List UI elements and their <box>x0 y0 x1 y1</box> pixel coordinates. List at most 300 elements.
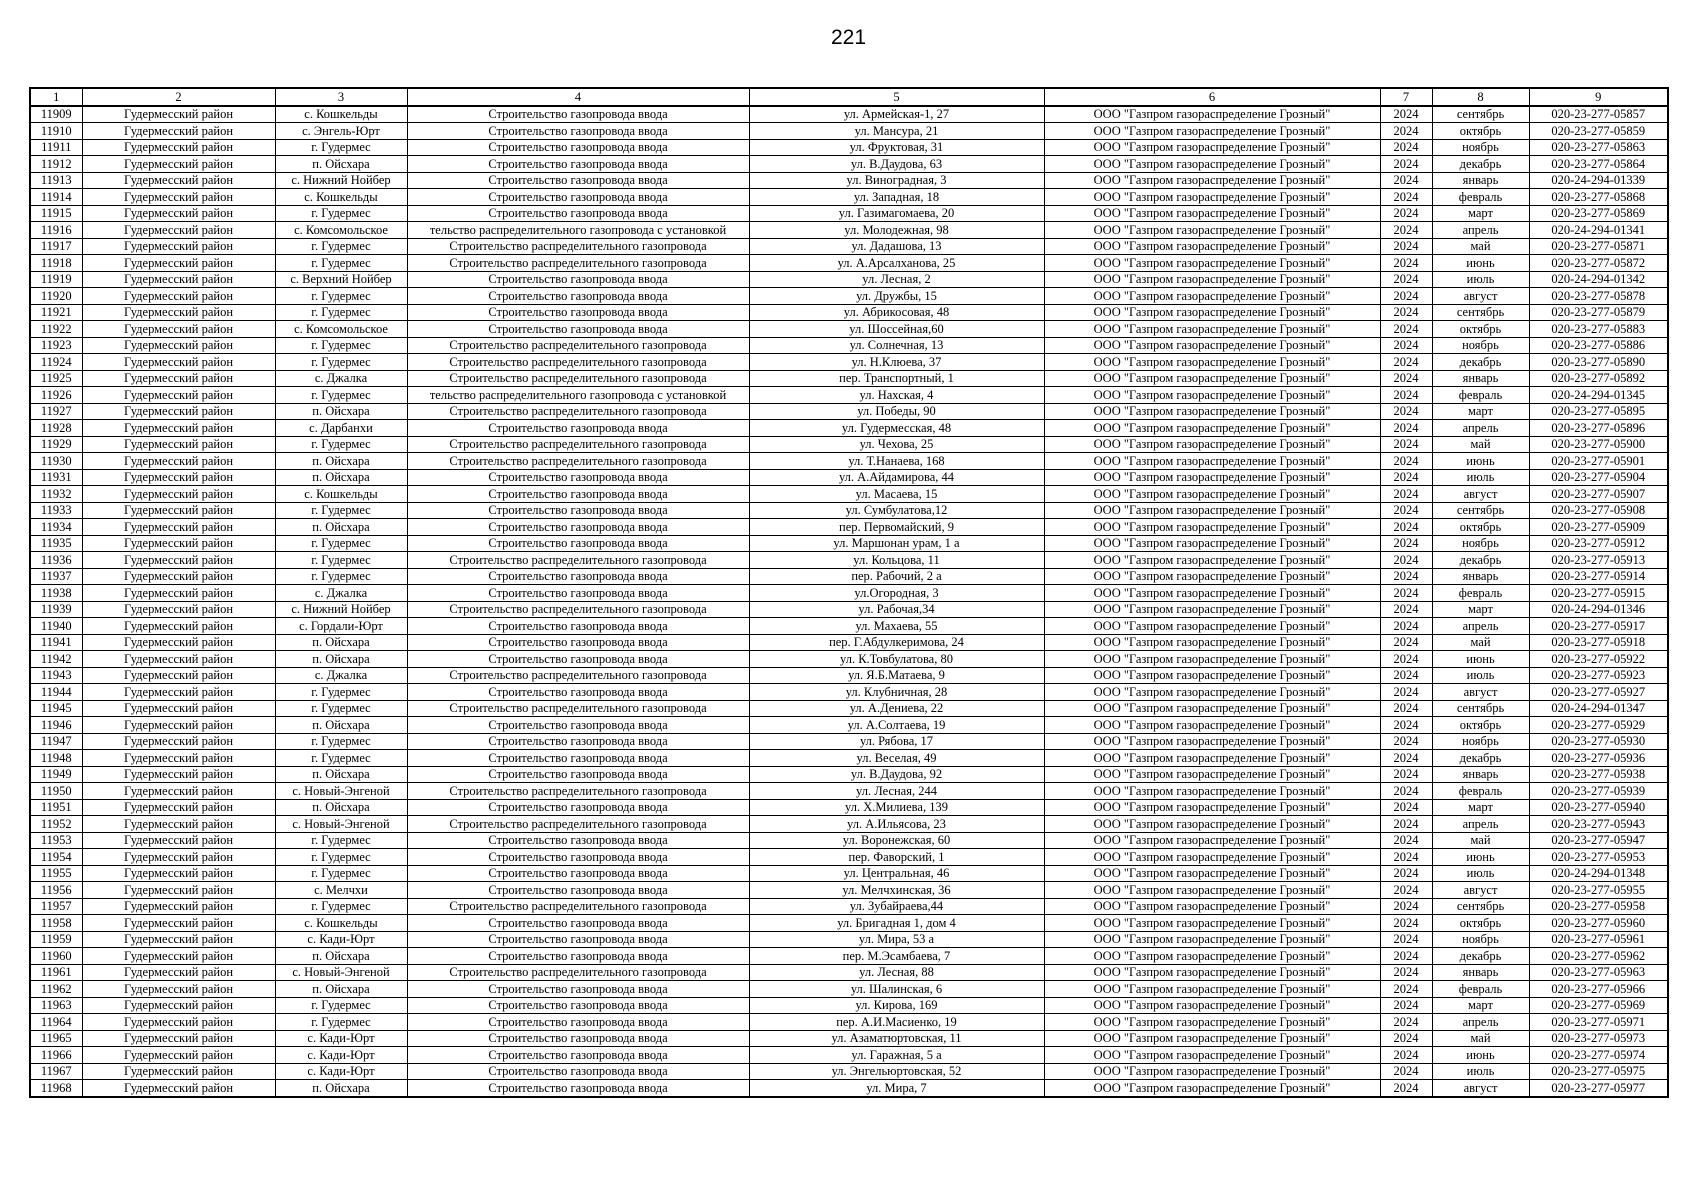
cell-organization: ООО "Газпром газораспределение Грозный" <box>1044 618 1380 635</box>
cell-organization: ООО "Газпром газораспределение Грозный" <box>1044 997 1380 1014</box>
table-row <box>30 1080 1668 1097</box>
cell-work-type: Строительство газопровода ввода <box>407 139 749 156</box>
cell-work-type: Строительство газопровода ввода <box>407 469 749 486</box>
cell-work-type: Строительство газопровода ввода <box>407 535 749 552</box>
cell-organization: ООО "Газпром газораспределение Грозный" <box>1044 238 1380 255</box>
cell-month: февраль <box>1432 585 1529 602</box>
cell-row-number: 11921 <box>30 304 82 321</box>
cell-work-type: Строительство газопровода ввода <box>407 1080 749 1097</box>
cell-address: ул. Бригадная 1, дом 4 <box>749 915 1044 932</box>
cell-settlement: с. Кошкельды <box>275 106 407 123</box>
cell-registration-number: 020-23-277-05940 <box>1529 799 1668 816</box>
cell-organization: ООО "Газпром газораспределение Грозный" <box>1044 255 1380 272</box>
table-row <box>30 585 1668 602</box>
cell-work-type: Строительство газопровода ввода <box>407 981 749 998</box>
cell-settlement: г. Гудермес <box>275 502 407 519</box>
cell-address: пер. А.И.Масиенко, 19 <box>749 1014 1044 1031</box>
cell-organization: ООО "Газпром газораспределение Грозный" <box>1044 750 1380 767</box>
cell-settlement: с. Новый-Энгеной <box>275 783 407 800</box>
cell-row-number: 11967 <box>30 1063 82 1080</box>
cell-settlement: с. Нижний Нойбер <box>275 601 407 618</box>
cell-district: Гудермесский район <box>82 651 275 668</box>
table-row <box>30 238 1668 255</box>
cell-district: Гудермесский район <box>82 865 275 882</box>
cell-year: 2024 <box>1380 568 1432 585</box>
cell-month: май <box>1432 832 1529 849</box>
cell-row-number: 11961 <box>30 964 82 981</box>
cell-work-type: Строительство газопровода ввода <box>407 156 749 173</box>
cell-registration-number: 020-23-277-05974 <box>1529 1047 1668 1064</box>
cell-organization: ООО "Газпром газораспределение Грозный" <box>1044 436 1380 453</box>
cell-settlement: г. Гудермес <box>275 337 407 354</box>
cell-year: 2024 <box>1380 189 1432 206</box>
cell-registration-number: 020-24-294-01347 <box>1529 700 1668 717</box>
cell-year: 2024 <box>1380 981 1432 998</box>
cell-address: ул. Лесная, 2 <box>749 271 1044 288</box>
cell-address: ул. Гаражная, 5 а <box>749 1047 1044 1064</box>
cell-registration-number: 020-23-277-05886 <box>1529 337 1668 354</box>
table-row <box>30 189 1668 206</box>
table-row <box>30 684 1668 701</box>
cell-address: ул. Шоссейная,60 <box>749 321 1044 338</box>
cell-district: Гудермесский район <box>82 684 275 701</box>
cell-registration-number: 020-23-277-05871 <box>1529 238 1668 255</box>
cell-registration-number: 020-23-277-05907 <box>1529 486 1668 503</box>
cell-year: 2024 <box>1380 733 1432 750</box>
cell-district: Гудермесский район <box>82 981 275 998</box>
cell-settlement: г. Гудермес <box>275 700 407 717</box>
cell-year: 2024 <box>1380 700 1432 717</box>
cell-organization: ООО "Газпром газораспределение Грозный" <box>1044 106 1380 123</box>
cell-month: февраль <box>1432 783 1529 800</box>
cell-row-number: 11920 <box>30 288 82 305</box>
cell-organization: ООО "Газпром газораспределение Грозный" <box>1044 486 1380 503</box>
cell-address: ул. Х.Милиева, 139 <box>749 799 1044 816</box>
cell-row-number: 11939 <box>30 601 82 618</box>
cell-registration-number: 020-23-277-05938 <box>1529 766 1668 783</box>
cell-row-number: 11915 <box>30 205 82 222</box>
cell-row-number: 11951 <box>30 799 82 816</box>
cell-district: Гудермесский район <box>82 849 275 866</box>
table-row <box>30 568 1668 585</box>
cell-organization: ООО "Газпром газораспределение Грозный" <box>1044 733 1380 750</box>
cell-organization: ООО "Газпром газораспределение Грозный" <box>1044 634 1380 651</box>
cell-year: 2024 <box>1380 486 1432 503</box>
cell-year: 2024 <box>1380 882 1432 899</box>
table-row <box>30 486 1668 503</box>
table-row <box>30 783 1668 800</box>
cell-organization: ООО "Газпром газораспределение Грозный" <box>1044 139 1380 156</box>
cell-settlement: г. Гудермес <box>275 288 407 305</box>
cell-registration-number: 020-23-277-05857 <box>1529 106 1668 123</box>
cell-district: Гудермесский район <box>82 585 275 602</box>
cell-work-type: Строительство газопровода ввода <box>407 849 749 866</box>
cell-work-type: Строительство распределительного газопровода <box>407 700 749 717</box>
cell-organization: ООО "Газпром газораспределение Грозный" <box>1044 189 1380 206</box>
cell-month: январь <box>1432 172 1529 189</box>
cell-address: ул. Мелчхинская, 36 <box>749 882 1044 899</box>
cell-row-number: 11919 <box>30 271 82 288</box>
cell-year: 2024 <box>1380 271 1432 288</box>
cell-year: 2024 <box>1380 667 1432 684</box>
cell-registration-number: 020-24-294-01348 <box>1529 865 1668 882</box>
cell-address: ул. А.Айдамирова, 44 <box>749 469 1044 486</box>
cell-year: 2024 <box>1380 684 1432 701</box>
cell-row-number: 11968 <box>30 1080 82 1097</box>
cell-settlement: г. Гудермес <box>275 304 407 321</box>
cell-row-number: 11937 <box>30 568 82 585</box>
cell-year: 2024 <box>1380 370 1432 387</box>
cell-work-type: Строительство распределительного газопровода <box>407 552 749 569</box>
cell-address: ул. Виноградная, 3 <box>749 172 1044 189</box>
cell-month: ноябрь <box>1432 337 1529 354</box>
cell-month: сентябрь <box>1432 898 1529 915</box>
cell-registration-number: 020-23-277-05936 <box>1529 750 1668 767</box>
cell-address: ул. Маршонан урам, 1 а <box>749 535 1044 552</box>
cell-district: Гудермесский район <box>82 1047 275 1064</box>
cell-address: ул. Мира, 7 <box>749 1080 1044 1097</box>
cell-row-number: 11927 <box>30 403 82 420</box>
cell-month: апрель <box>1432 618 1529 635</box>
cell-registration-number: 020-23-277-05869 <box>1529 205 1668 222</box>
cell-address: ул. Фруктовая, 31 <box>749 139 1044 156</box>
cell-year: 2024 <box>1380 832 1432 849</box>
cell-district: Гудермесский район <box>82 321 275 338</box>
cell-month: февраль <box>1432 189 1529 206</box>
cell-month: октябрь <box>1432 519 1529 536</box>
cell-organization: ООО "Газпром газораспределение Грозный" <box>1044 387 1380 404</box>
cell-registration-number: 020-23-277-05929 <box>1529 717 1668 734</box>
cell-row-number: 11957 <box>30 898 82 915</box>
cell-address: пер. М.Эсамбаева, 7 <box>749 948 1044 965</box>
cell-row-number: 11934 <box>30 519 82 536</box>
cell-month: май <box>1432 634 1529 651</box>
table-row <box>30 717 1668 734</box>
cell-month: январь <box>1432 964 1529 981</box>
cell-row-number: 11928 <box>30 420 82 437</box>
cell-registration-number: 020-23-277-05962 <box>1529 948 1668 965</box>
cell-month: июнь <box>1432 1047 1529 1064</box>
table-row <box>30 981 1668 998</box>
cell-address: ул. Солнечная, 13 <box>749 337 1044 354</box>
cell-district: Гудермесский район <box>82 255 275 272</box>
cell-district: Гудермесский район <box>82 997 275 1014</box>
cell-month: январь <box>1432 766 1529 783</box>
cell-row-number: 11946 <box>30 717 82 734</box>
cell-month: июль <box>1432 865 1529 882</box>
cell-address: ул. Армейская-1, 27 <box>749 106 1044 123</box>
table-row <box>30 1047 1668 1064</box>
cell-district: Гудермесский район <box>82 948 275 965</box>
cell-row-number: 11942 <box>30 651 82 668</box>
cell-registration-number: 020-23-277-05977 <box>1529 1080 1668 1097</box>
cell-address: ул. Воронежская, 60 <box>749 832 1044 849</box>
cell-district: Гудермесский район <box>82 123 275 140</box>
cell-registration-number: 020-23-277-05879 <box>1529 304 1668 321</box>
cell-district: Гудермесский район <box>82 436 275 453</box>
cell-year: 2024 <box>1380 766 1432 783</box>
table-row <box>30 948 1668 965</box>
cell-year: 2024 <box>1380 337 1432 354</box>
cell-work-type: Строительство распределительного газопровода <box>407 403 749 420</box>
cell-month: ноябрь <box>1432 931 1529 948</box>
cell-address: ул. Кирова, 169 <box>749 997 1044 1014</box>
cell-registration-number: 020-23-277-05883 <box>1529 321 1668 338</box>
table-row <box>30 403 1668 420</box>
cell-row-number: 11962 <box>30 981 82 998</box>
cell-organization: ООО "Газпром газораспределение Грозный" <box>1044 552 1380 569</box>
table-row <box>30 601 1668 618</box>
cell-month: сентябрь <box>1432 106 1529 123</box>
cell-row-number: 11966 <box>30 1047 82 1064</box>
cell-settlement: с. Джалка <box>275 370 407 387</box>
table-row <box>30 931 1668 948</box>
cell-district: Гудермесский район <box>82 568 275 585</box>
cell-district: Гудермесский район <box>82 106 275 123</box>
cell-month: октябрь <box>1432 717 1529 734</box>
cell-year: 2024 <box>1380 222 1432 239</box>
table-row <box>30 288 1668 305</box>
cell-organization: ООО "Газпром газораспределение Грозный" <box>1044 337 1380 354</box>
cell-district: Гудермесский район <box>82 1063 275 1080</box>
cell-row-number: 11933 <box>30 502 82 519</box>
cell-month: июль <box>1432 469 1529 486</box>
cell-year: 2024 <box>1380 816 1432 833</box>
table-row <box>30 964 1668 981</box>
cell-organization: ООО "Газпром газораспределение Грозный" <box>1044 502 1380 519</box>
cell-month: август <box>1432 288 1529 305</box>
cell-district: Гудермесский район <box>82 766 275 783</box>
cell-address: ул. Масаева, 15 <box>749 486 1044 503</box>
cell-row-number: 11938 <box>30 585 82 602</box>
cell-organization: ООО "Газпром газораспределение Грозный" <box>1044 585 1380 602</box>
table-row <box>30 535 1668 552</box>
cell-row-number: 11935 <box>30 535 82 552</box>
cell-registration-number: 020-23-277-05901 <box>1529 453 1668 470</box>
cell-registration-number: 020-24-294-01339 <box>1529 172 1668 189</box>
cell-settlement: г. Гудермес <box>275 750 407 767</box>
cell-organization: ООО "Газпром газораспределение Грозный" <box>1044 172 1380 189</box>
cell-row-number: 11952 <box>30 816 82 833</box>
cell-registration-number: 020-23-277-05917 <box>1529 618 1668 635</box>
table-row <box>30 552 1668 569</box>
cell-address: ул. Шалинская, 6 <box>749 981 1044 998</box>
cell-district: Гудермесский район <box>82 816 275 833</box>
cell-work-type: тельство распределительного газопровода с установкой <box>407 222 749 239</box>
cell-row-number: 11955 <box>30 865 82 882</box>
table-row <box>30 700 1668 717</box>
cell-year: 2024 <box>1380 436 1432 453</box>
cell-organization: ООО "Газпром газораспределение Грозный" <box>1044 898 1380 915</box>
table-row <box>30 123 1668 140</box>
cell-address: пер. Первомайский, 9 <box>749 519 1044 536</box>
table-row <box>30 387 1668 404</box>
cell-district: Гудермесский район <box>82 502 275 519</box>
cell-organization: ООО "Газпром газораспределение Грозный" <box>1044 865 1380 882</box>
cell-organization: ООО "Газпром газораспределение Грозный" <box>1044 799 1380 816</box>
cell-registration-number: 020-23-277-05913 <box>1529 552 1668 569</box>
cell-work-type: Строительство газопровода ввода <box>407 1014 749 1031</box>
cell-row-number: 11923 <box>30 337 82 354</box>
cell-address: ул. Победы, 90 <box>749 403 1044 420</box>
cell-row-number: 11931 <box>30 469 82 486</box>
table-row <box>30 337 1668 354</box>
cell-settlement: с. Кади-Юрт <box>275 931 407 948</box>
cell-address: ул. Западная, 18 <box>749 189 1044 206</box>
cell-address: ул.Огородная, 3 <box>749 585 1044 602</box>
cell-work-type: Строительство газопровода ввода <box>407 189 749 206</box>
cell-address: ул. Клубничная, 28 <box>749 684 1044 701</box>
cell-address: ул. В.Даудова, 92 <box>749 766 1044 783</box>
cell-month: январь <box>1432 568 1529 585</box>
cell-organization: ООО "Газпром газораспределение Грозный" <box>1044 915 1380 932</box>
cell-work-type: Строительство газопровода ввода <box>407 1030 749 1047</box>
cell-year: 2024 <box>1380 898 1432 915</box>
cell-year: 2024 <box>1380 156 1432 173</box>
cell-year: 2024 <box>1380 552 1432 569</box>
cell-year: 2024 <box>1380 354 1432 371</box>
cell-settlement: с. Новый-Энгеной <box>275 816 407 833</box>
cell-work-type: Строительство газопровода ввода <box>407 205 749 222</box>
cell-address: ул. Азаматюртовская, 11 <box>749 1030 1044 1047</box>
table-row <box>30 502 1668 519</box>
cell-district: Гудермесский район <box>82 519 275 536</box>
column-header-month: 8 <box>1432 88 1529 106</box>
cell-year: 2024 <box>1380 618 1432 635</box>
cell-row-number: 11911 <box>30 139 82 156</box>
cell-settlement: г. Гудермес <box>275 535 407 552</box>
cell-address: ул. Мансура, 21 <box>749 123 1044 140</box>
table-row <box>30 865 1668 882</box>
cell-month: апрель <box>1432 222 1529 239</box>
cell-month: декабрь <box>1432 948 1529 965</box>
cell-district: Гудермесский район <box>82 601 275 618</box>
cell-year: 2024 <box>1380 601 1432 618</box>
cell-address: ул. Кольцова, 11 <box>749 552 1044 569</box>
cell-work-type: Строительство газопровода ввода <box>407 915 749 932</box>
cell-work-type: Строительство газопровода ввода <box>407 717 749 734</box>
cell-settlement: с. Кади-Юрт <box>275 1047 407 1064</box>
cell-settlement: п. Ойсхара <box>275 156 407 173</box>
cell-year: 2024 <box>1380 948 1432 965</box>
cell-registration-number: 020-23-277-05973 <box>1529 1030 1668 1047</box>
cell-organization: ООО "Газпром газораспределение Грозный" <box>1044 1014 1380 1031</box>
table-row <box>30 1063 1668 1080</box>
table-row <box>30 799 1668 816</box>
cell-month: сентябрь <box>1432 304 1529 321</box>
cell-address: ул. А.Дениева, 22 <box>749 700 1044 717</box>
cell-year: 2024 <box>1380 420 1432 437</box>
cell-row-number: 11965 <box>30 1030 82 1047</box>
table-row <box>30 453 1668 470</box>
cell-organization: ООО "Газпром газораспределение Грозный" <box>1044 304 1380 321</box>
cell-month: октябрь <box>1432 321 1529 338</box>
cell-month: июнь <box>1432 651 1529 668</box>
cell-year: 2024 <box>1380 1063 1432 1080</box>
cell-year: 2024 <box>1380 799 1432 816</box>
cell-settlement: г. Гудермес <box>275 733 407 750</box>
cell-organization: ООО "Газпром газораспределение Грозный" <box>1044 948 1380 965</box>
cell-district: Гудермесский район <box>82 453 275 470</box>
table-row <box>30 816 1668 833</box>
table-row <box>30 321 1668 338</box>
cell-work-type: Строительство распределительного газопровода <box>407 436 749 453</box>
cell-year: 2024 <box>1380 502 1432 519</box>
cell-organization: ООО "Газпром газораспределение Грозный" <box>1044 766 1380 783</box>
cell-month: ноябрь <box>1432 733 1529 750</box>
cell-month: декабрь <box>1432 750 1529 767</box>
cell-year: 2024 <box>1380 304 1432 321</box>
cell-address: ул. В.Даудова, 63 <box>749 156 1044 173</box>
page-number: 221 <box>830 26 867 49</box>
cell-work-type: Строительство газопровода ввода <box>407 1063 749 1080</box>
cell-address: ул. К.Товбулатова, 80 <box>749 651 1044 668</box>
cell-settlement: п. Ойсхара <box>275 403 407 420</box>
cell-address: ул. Гудермесская, 48 <box>749 420 1044 437</box>
cell-organization: ООО "Газпром газораспределение Грозный" <box>1044 222 1380 239</box>
cell-registration-number: 020-23-277-05966 <box>1529 981 1668 998</box>
cell-registration-number: 020-23-277-05896 <box>1529 420 1668 437</box>
cell-work-type: Строительство газопровода ввода <box>407 486 749 503</box>
cell-registration-number: 020-23-277-05890 <box>1529 354 1668 371</box>
cell-row-number: 11959 <box>30 931 82 948</box>
cell-row-number: 11913 <box>30 172 82 189</box>
cell-work-type: Строительство распределительного газопровода <box>407 255 749 272</box>
cell-work-type: Строительство газопровода ввода <box>407 684 749 701</box>
cell-year: 2024 <box>1380 997 1432 1014</box>
cell-district: Гудермесский район <box>82 354 275 371</box>
cell-address: ул. Молодежная, 98 <box>749 222 1044 239</box>
cell-district: Гудермесский район <box>82 931 275 948</box>
cell-district: Гудермесский район <box>82 882 275 899</box>
column-header-year: 7 <box>1380 88 1432 106</box>
cell-registration-number: 020-23-277-05872 <box>1529 255 1668 272</box>
table-row <box>30 271 1668 288</box>
cell-work-type: Строительство газопровода ввода <box>407 172 749 189</box>
cell-district: Гудермесский район <box>82 783 275 800</box>
table-row <box>30 997 1668 1014</box>
table-row <box>30 882 1668 899</box>
cell-organization: ООО "Газпром газораспределение Грозный" <box>1044 981 1380 998</box>
cell-address: ул. Н.Клюева, 37 <box>749 354 1044 371</box>
cell-work-type: Строительство газопровода ввода <box>407 321 749 338</box>
cell-address: ул. А.Солтаева, 19 <box>749 717 1044 734</box>
cell-registration-number: 020-23-277-05909 <box>1529 519 1668 536</box>
cell-month: август <box>1432 486 1529 503</box>
cell-work-type: Строительство газопровода ввода <box>407 1047 749 1064</box>
cell-district: Гудермесский район <box>82 189 275 206</box>
cell-organization: ООО "Газпром газораспределение Грозный" <box>1044 700 1380 717</box>
cell-registration-number: 020-23-277-05864 <box>1529 156 1668 173</box>
cell-month: март <box>1432 205 1529 222</box>
cell-settlement: с. Кошкельды <box>275 486 407 503</box>
table-row <box>30 205 1668 222</box>
cell-settlement: с. Кошкельды <box>275 915 407 932</box>
cell-year: 2024 <box>1380 453 1432 470</box>
cell-row-number: 11944 <box>30 684 82 701</box>
cell-month: июль <box>1432 271 1529 288</box>
cell-year: 2024 <box>1380 469 1432 486</box>
cell-row-number: 11947 <box>30 733 82 750</box>
cell-registration-number: 020-23-277-05958 <box>1529 898 1668 915</box>
cell-address: ул. Зубайраева,44 <box>749 898 1044 915</box>
cell-address: ул. Сумбулатова,12 <box>749 502 1044 519</box>
cell-month: август <box>1432 684 1529 701</box>
table-row <box>30 370 1668 387</box>
table-row <box>30 766 1668 783</box>
cell-district: Гудермесский район <box>82 700 275 717</box>
cell-work-type: Строительство газопровода ввода <box>407 106 749 123</box>
